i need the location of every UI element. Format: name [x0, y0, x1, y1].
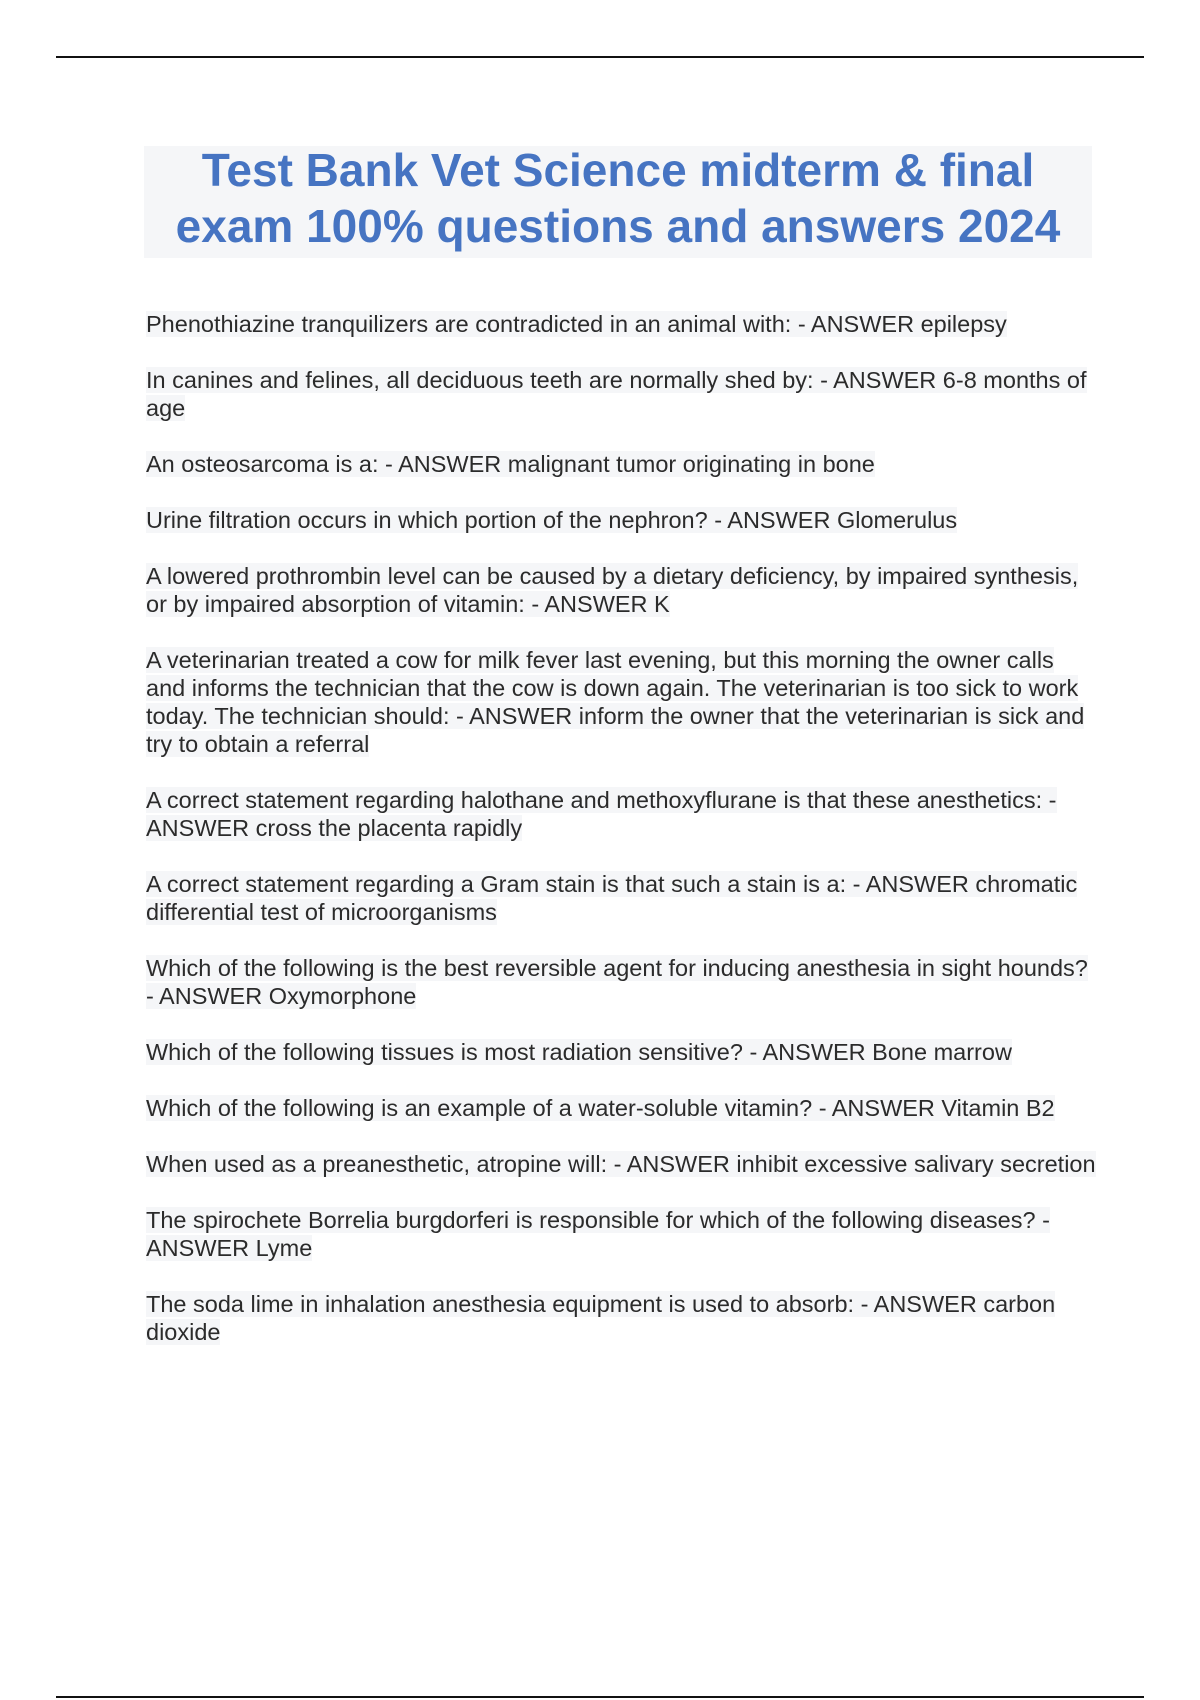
qa-item: [146, 1290, 1096, 1346]
qa-item: [146, 562, 1096, 618]
qa-text: Which of the following tissues is most radiation sensitive? - ANSWER Bone marrow: [146, 1039, 1012, 1065]
qa-item: [146, 1038, 1096, 1066]
qa-list: [146, 310, 1096, 1374]
qa-text: The spirochete Borrelia burgdorferi is responsible for which of the following diseases? - ANSWER Lyme: [146, 1207, 1050, 1261]
top-rule: [56, 56, 1144, 58]
qa-item: [146, 1094, 1096, 1122]
qa-item: [146, 954, 1096, 1010]
qa-item: [146, 450, 1096, 478]
qa-text: A correct statement regarding a Gram stain is that such a stain is a: - ANSWER chromatic differential test of microorganisms: [146, 871, 1078, 925]
qa-text: Urine filtration occurs in which portion of the nephron? - ANSWER Glomerulus: [146, 507, 958, 533]
qa-text: A veterinarian treated a cow for milk fever last evening, but this morning the owner calls and informs the technician that the cow is down again. The veterinarian is too sick to work today. The technician should: - ANSWER inform the owner that the veterinarian is sick and try to obtain a referral: [146, 647, 1085, 757]
qa-text: In canines and felines, all deciduous teeth are normally shed by: - ANSWER 6-8 months of age: [146, 367, 1087, 421]
qa-item: [146, 366, 1096, 422]
qa-text: Which of the following is the best reversible agent for inducing anesthesia in sight hounds? - ANSWER Oxymorphone: [146, 955, 1088, 1009]
qa-item: [146, 1206, 1096, 1262]
qa-text: Which of the following is an example of a water-soluble vitamin? - ANSWER Vitamin B2: [146, 1095, 1055, 1121]
qa-text: An osteosarcoma is a: - ANSWER malignant tumor originating in bone: [146, 451, 875, 477]
qa-item: [146, 1150, 1096, 1178]
qa-text: A correct statement regarding halothane and methoxyflurane is that these anesthetics: - ANSWER cross the placenta rapidly: [146, 787, 1057, 841]
qa-text: Phenothiazine tranquilizers are contradicted in an animal with: - ANSWER epilepsy: [146, 311, 1007, 337]
qa-item: [146, 506, 1096, 534]
document-title: Test Bank Vet Science midterm & final exam 100% questions and answers 2024: [175, 144, 1061, 252]
qa-text: When used as a preanesthetic, atropine will: - ANSWER inhibit excessive salivary secretion: [146, 1151, 1096, 1177]
qa-item: [146, 310, 1096, 338]
qa-text: A lowered prothrombin level can be caused by a dietary deficiency, by impaired synthesis, or by impaired absorption of vitamin: - ANSWER K: [146, 563, 1079, 617]
qa-item: [146, 870, 1096, 926]
qa-text: The soda lime in inhalation anesthesia equipment is used to absorb: - ANSWER carbon dioxide: [146, 1291, 1056, 1345]
qa-item: [146, 646, 1096, 758]
qa-item: [146, 786, 1096, 842]
bottom-rule: [56, 1696, 1144, 1698]
